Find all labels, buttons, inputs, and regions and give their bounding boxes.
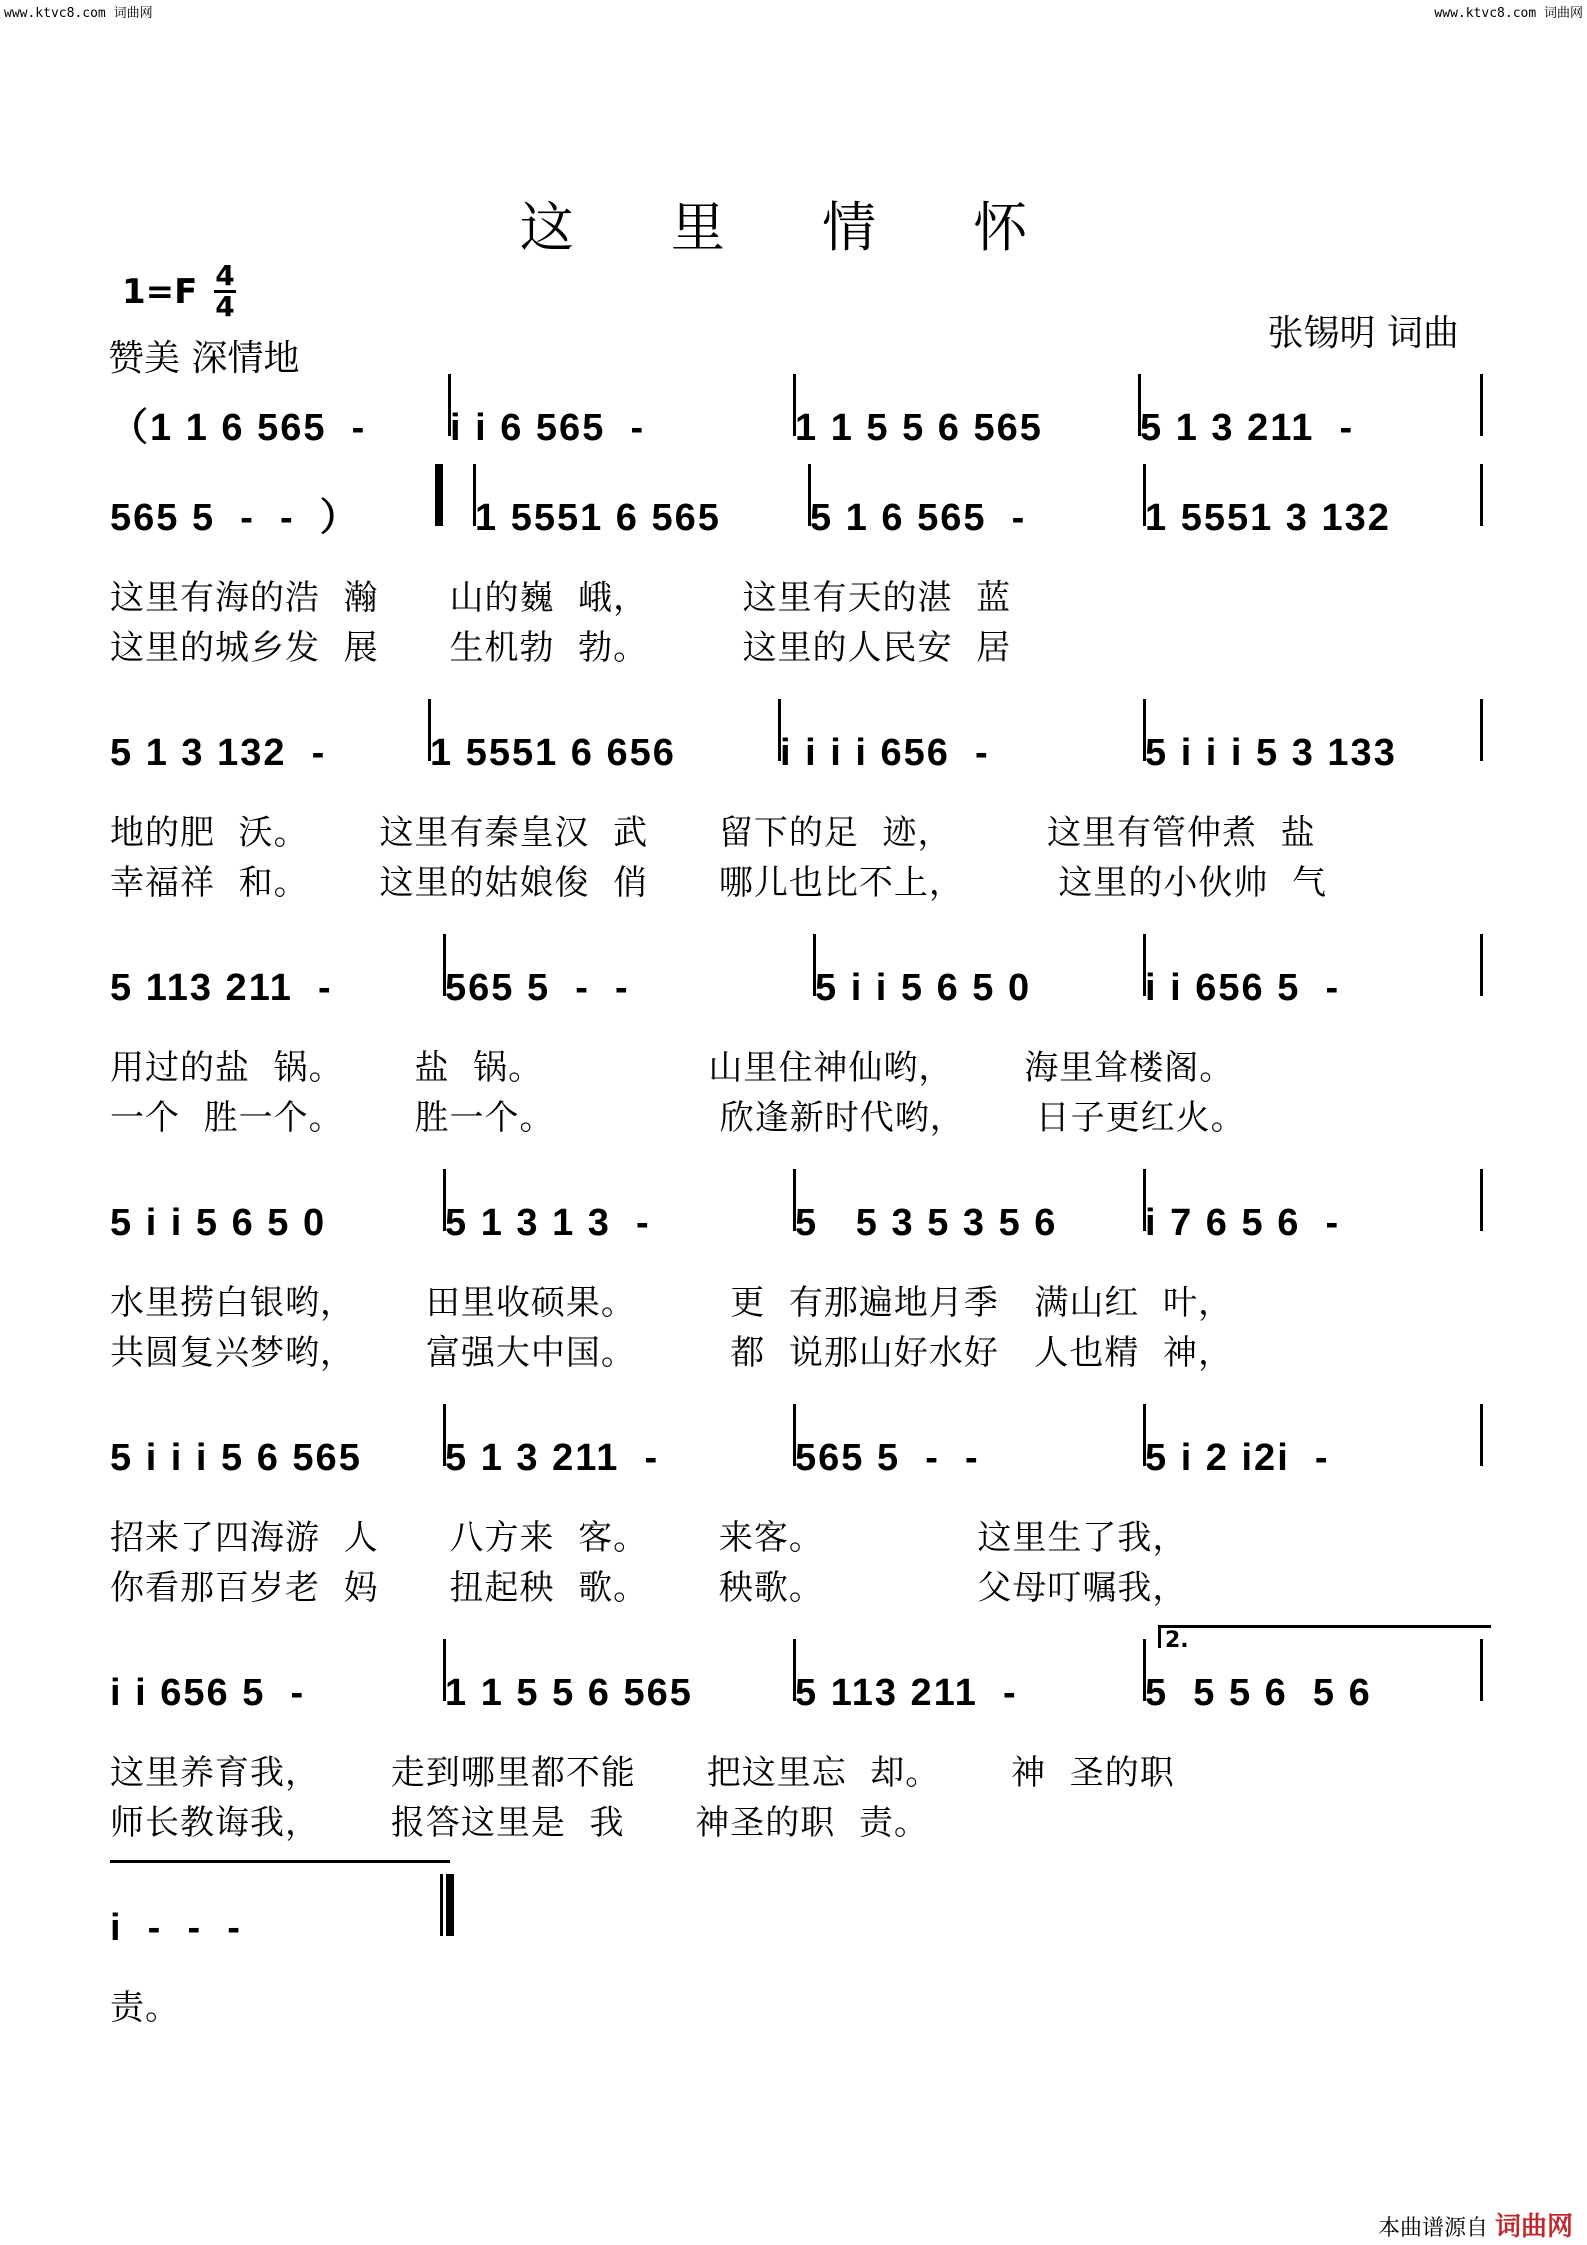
measure-notes: i i 656 5 - — [1145, 967, 1341, 1009]
measure-notes: 565 5 - - — [445, 967, 630, 1009]
score-line — [0, 470, 1587, 680]
measure — [110, 940, 333, 1010]
measure-notes: 5 i i i 5 3 133 — [1145, 732, 1397, 774]
lyric-verse-1: 这里养育我， 走到哪里都不能 把这里忘 却。 神 圣的职 — [110, 1753, 1175, 1793]
measure — [1145, 470, 1391, 540]
measure — [445, 1645, 693, 1715]
measure — [1145, 940, 1340, 1010]
measure-notes: 5 5 3 5 3 5 6 — [795, 1202, 1058, 1244]
measure-notes: i i i i 656 - — [780, 732, 990, 774]
barline — [1480, 1169, 1483, 1231]
measure — [445, 940, 630, 1010]
measure-notes: 1 5551 6 656 — [430, 732, 676, 774]
measure — [795, 1410, 980, 1480]
measure-notes: 5 i i i 5 6 565 — [110, 1437, 362, 1479]
lyric-verse-2: 一个 胜一个。 胜一个。 欣逢新时代哟， 日子更红火。 — [110, 1098, 1246, 1138]
measure-notes: 1 5551 3 132 — [1145, 497, 1391, 539]
lyric-verse-1: 水里捞白银哟， 田里收硕果。 更 有那遍地月季 满山红 叶， — [110, 1283, 1233, 1323]
measure — [795, 1645, 1018, 1715]
measure-notes: 5 1 3 1 3 - — [445, 1202, 651, 1244]
volta-bracket-continued — [110, 1860, 450, 1863]
measure-notes: 1 1 5 5 6 565 — [795, 407, 1043, 449]
measure — [430, 705, 676, 775]
measure — [795, 1175, 1057, 1245]
barline — [440, 1874, 443, 1936]
measure — [110, 1880, 242, 1950]
lyric-verse-1: 招来了四海游 人 八方来 客。 来客。 这里生了我， — [110, 1518, 1188, 1558]
measure — [110, 705, 326, 775]
measure — [110, 1410, 362, 1480]
barline — [1480, 374, 1483, 436]
time-signature-top: 4 — [215, 259, 235, 292]
barline — [1480, 934, 1483, 996]
watermark-right: www.ktvc8.com 词曲网 — [1434, 6, 1583, 21]
lyric-verse-2: 共圆复兴梦哟， 富强大中国。 都 说那山好水好 人也精 神， — [110, 1333, 1233, 1373]
barline — [1480, 1639, 1483, 1701]
measure — [1145, 705, 1397, 775]
barline — [1480, 464, 1483, 526]
measure — [110, 380, 366, 450]
lyric-verse-1: 责。 — [110, 1988, 180, 2028]
measure-notes: 565 5 - - ） — [110, 497, 360, 539]
measure-notes: 5 5 5 6 5 6 — [1145, 1672, 1372, 1714]
measure — [810, 470, 1026, 540]
measure-notes: 5 1 6 565 - — [810, 497, 1027, 539]
measure — [110, 1645, 305, 1715]
score-line — [0, 705, 1587, 915]
measure-notes: 1 5551 6 565 — [475, 497, 721, 539]
measure — [110, 1175, 326, 1245]
measure-notes: 5 1 3 211 - — [1140, 407, 1355, 449]
measure-notes: 5 1 3 132 - — [110, 732, 327, 774]
measure-notes: 5 i i 5 6 5 0 — [110, 1202, 327, 1244]
measure-notes: 1 1 5 5 6 565 — [445, 1672, 693, 1714]
lyric-verse-2: 师长教诲我， 报答这里是 我 神圣的职 责。 — [110, 1803, 929, 1843]
key-signature: 1=F — [122, 272, 198, 312]
time-signature-bottom: 4 — [215, 290, 235, 323]
final-barline — [446, 1874, 454, 1936]
author-credit: 张锡明 词曲 — [1267, 313, 1459, 354]
score-line — [0, 1175, 1587, 1385]
footer-brand: 词曲网 — [1494, 2212, 1573, 2242]
tempo-marking: 赞美 深情地 — [108, 338, 300, 379]
measure-notes: i 7 6 5 6 - — [1145, 1202, 1341, 1244]
score-line — [0, 1645, 1587, 1855]
measure — [780, 705, 990, 775]
footer — [1378, 2206, 1573, 2243]
measure — [445, 1175, 651, 1245]
score-line — [0, 1410, 1587, 1620]
lyric-verse-1: 地的肥 沃。 这里有秦皇汉 武 留下的足 迹， 这里有管仲煮 盐 — [110, 813, 1316, 853]
measure-notes: 5 113 211 - — [795, 1672, 1018, 1714]
page-title: 这 里 情 怀 — [519, 196, 1068, 259]
measure-notes: 565 5 - - — [795, 1437, 980, 1479]
watermark-left: www.ktvc8.com 词曲网 — [4, 6, 153, 21]
measure-notes: 5 113 211 - — [110, 967, 333, 1009]
barline — [1480, 699, 1483, 761]
volta-label: 2. — [1165, 1628, 1189, 1653]
measure-notes: 5 1 3 211 - — [445, 1437, 660, 1479]
footer-text: 本曲谱源自 — [1377, 2216, 1488, 2241]
lyric-verse-2: 幸福祥 和。 这里的姑娘俊 俏 哪儿也比不上， 这里的小伙帅 气 — [110, 863, 1327, 903]
measure — [1145, 1410, 1330, 1480]
lyric-verse-1: 用过的盐 锅。 盐 锅。 山里住神仙哟， 海里耸楼阁。 — [110, 1048, 1235, 1088]
time-signature — [210, 259, 240, 323]
score-line — [0, 1880, 1587, 2090]
measure — [1145, 1645, 1372, 1715]
measure — [1145, 1175, 1340, 1245]
measure — [475, 470, 721, 540]
measure-notes: i - - - — [110, 1907, 242, 1949]
measure — [815, 940, 1031, 1010]
score-line — [0, 940, 1587, 1150]
volta-bracket — [1158, 1625, 1491, 1653]
measure-notes: 5 i 2 i2i - — [1145, 1437, 1330, 1479]
lyric-verse-2: 你看那百岁老 妈 扭起秧 歌。 秧歌。 父母叮嘱我， — [110, 1568, 1188, 1608]
measure — [1140, 380, 1354, 450]
lyric-verse-2: 这里的城乡发 展 生机勃 勃。 这里的人民安 居 — [110, 628, 1012, 668]
measure-notes: i i 6 565 - — [450, 407, 646, 449]
lyric-verse-1: 这里有海的浩 瀚 山的巍 峨， 这里有天的湛 蓝 — [110, 578, 1012, 618]
barline — [1480, 1404, 1483, 1466]
measure — [110, 470, 360, 540]
measure-notes: i i 656 5 - — [110, 1672, 306, 1714]
measure-notes: 5 i i 5 6 5 0 — [815, 967, 1032, 1009]
repeat-start-sign — [435, 464, 455, 526]
measure — [445, 1410, 659, 1480]
measure — [795, 380, 1043, 450]
measure — [450, 380, 645, 450]
measure-notes: （1 1 6 565 - — [110, 407, 367, 449]
